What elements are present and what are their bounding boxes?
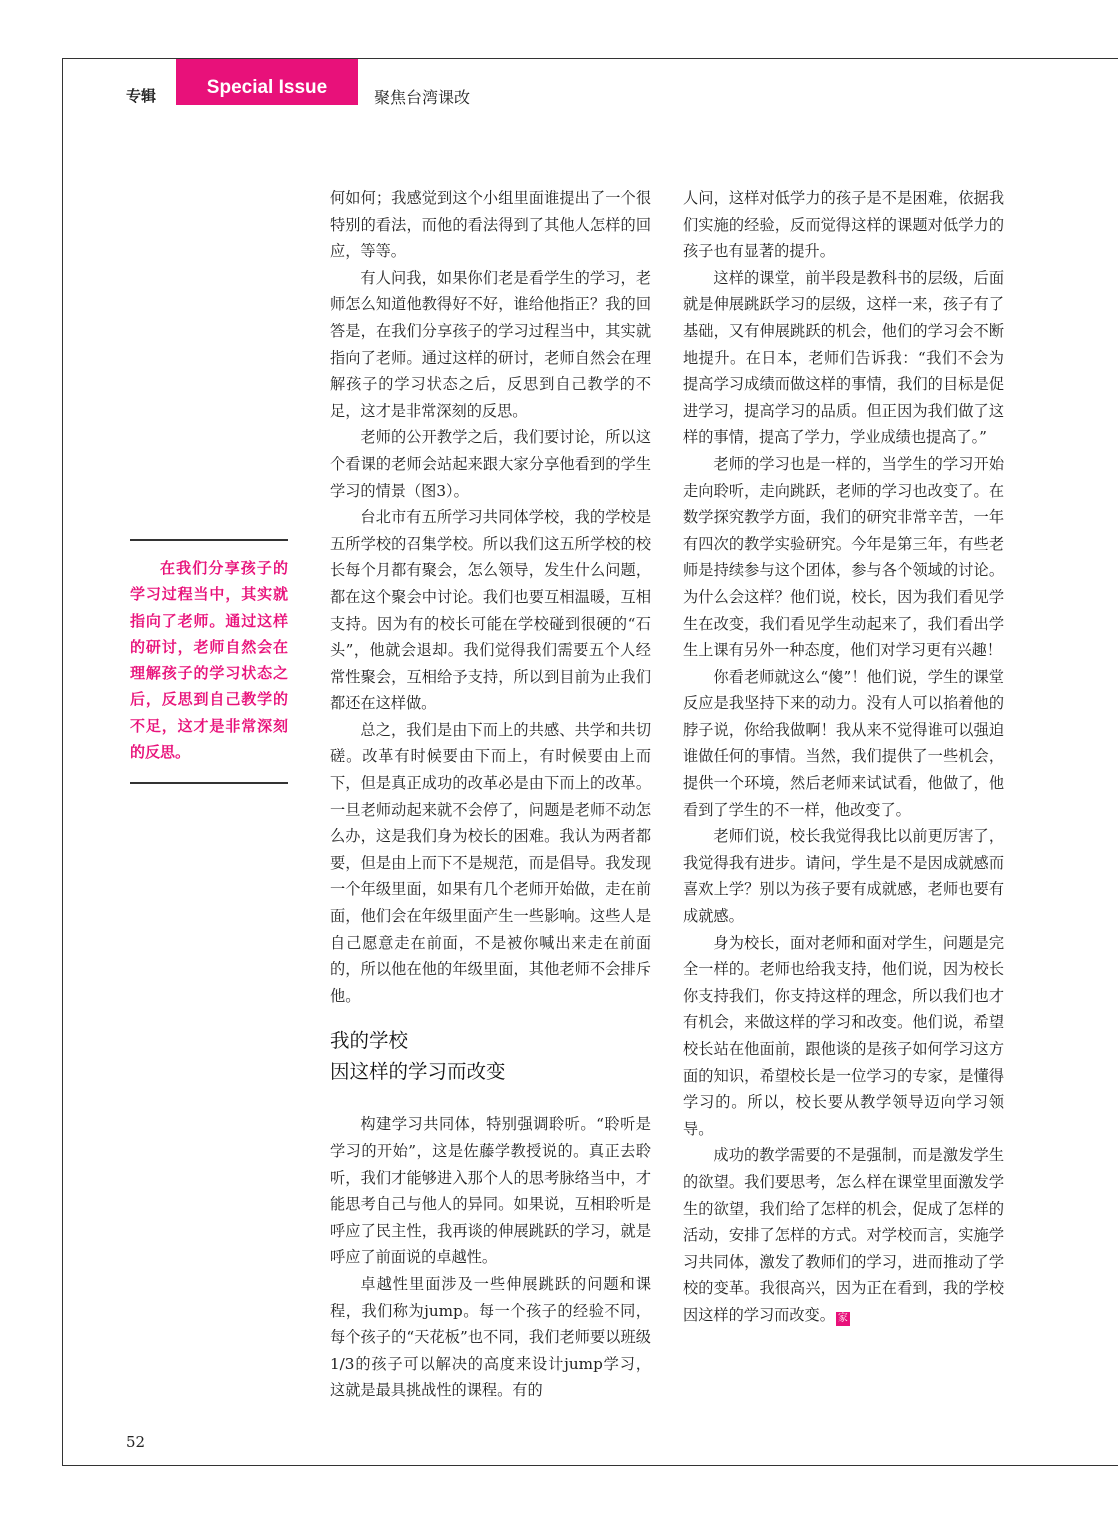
pull-quote: 在我们分享孩子的学习过程当中，其实就指向了老师。通过这样的研讨，老师自然会在理解孩子的学习状态之后，反思到自己教学的不足，这才是非常深刻的反思。 bbox=[130, 559, 288, 762]
paragraph-text: 成功的教学需要的不是强制，而是激发学生的欲望。我们要思考，怎么样在课堂里面激发学生的欲望，我们给了怎样的机会，促成了怎样的活动，安排了怎样的方式。对学校而言，实施学习共同体，激发了教师们的学习，进而推动了学校的变革。我很高兴，因为正在看到，我的学校因这样的学习而改变。 bbox=[683, 1146, 1004, 1324]
paragraph: 身为校长，面对老师和面对学生，问题是完全一样的。老师也给我支持，他们说，因为校长你支持我们，你支持这样的理念，所以我们也才有机会，来做这样的学习和改变。他们说，希望校长站在他面前，跟他谈的是孩子如何学习这方面的知识，希望校长是一位学习的专家，是懂得学习的。所以，校长要从教学领导迈向学习领导。 bbox=[683, 933, 1004, 1138]
section-heading-line1: 我的学校 bbox=[330, 1029, 409, 1053]
section-label: 专辑 bbox=[126, 87, 157, 105]
topic-title: 聚焦台湾课改 bbox=[374, 88, 471, 107]
pull-quote-top-rule bbox=[130, 539, 288, 541]
pull-quote-bottom-rule bbox=[130, 782, 288, 784]
paragraph: 有人问我，如果你们老是看学生的学习，老师怎么知道他教得好不好，谁给他指正？我的回答是，在我们分享孩子的学习过程当中，其实就指向了老师。通过这样的研讨，老师自然会在理解孩子的学习状态之后，反思到自己教学的不足，这才是非常深刻的反思。 bbox=[330, 268, 651, 420]
paragraph: 这样的课堂，前半段是教科书的层级，后面就是伸展跳跃学习的层级，这样一来，孩子有了基础，又有伸展跳跃的机会，他们的学习会不断地提升。在日本，老师们告诉我：“我们不会为提高学习成绩而做这样的事情，我们的目标是促进学习，提高学习的品质。但正因为我们做了这样的事情，提高了学力，学业成绩也提高了。” bbox=[683, 268, 1004, 447]
end-mark-icon: 家 bbox=[837, 1312, 848, 1324]
paragraph bbox=[683, 1142, 1004, 1328]
special-issue-label: Special Issue bbox=[206, 77, 328, 98]
paragraph: 老师的学习也是一样的，当学生的学习开始走向聆听，走向跳跃，老师的学习也改变了。在数学探究教学方面，我们的研究非常辛苦，一年有四次的教学实验研究。今年是第三年，有些老师是持续参与这个团体，参与各个领域的讨论。为什么会这样？他们说，校长，因为我们看见学生在改变，我们看见学生动起来了，我们看出学生上课有另外一种态度，他们对学习更有兴趣！ bbox=[683, 454, 1004, 660]
special-issue-tab bbox=[176, 59, 358, 105]
paragraph: 何如何；我感觉到这个小组里面谁提出了一个很特别的看法，而他的看法得到了其他人怎样的回应，等等。 bbox=[330, 189, 651, 261]
paragraph: 构建学习共同体，特别强调聆听。“聆听是学习的开始”，这是佐藤学教授说的。真正去聆听，我们才能够进入那个人的思考脉络当中，才能思考自己与他人的异同。如果说，互相聆听是呼应了民主性，我再谈的伸展跳跃的学习，就是呼应了前面说的卓越性。 bbox=[330, 1115, 651, 1267]
paragraph: 你看老师就这么“傻”！他们说，学生的课堂反应是我坚持下来的动力。没有人可以掐着他的脖子说，你给我做啊！我从来不觉得谁可以强迫谁做任何的事情。当然，我们提供了一些机会，提供一个环境，然后老师来试试看，他做了，他看到了学生的不一样，他改变了。 bbox=[683, 667, 1004, 819]
paragraph: 总之，我们是由下而上的共感、共学和共切磋。改革有时候要由下而上，有时候要由上而下，但是真正成功的改革必是由下而上的改革。一旦老师动起来就不会停了，问题是老师不动怎么办，这是我们身为校长的困难。我认为两者都要，但是由上而下不是规范，而是倡导。我发现一个年级里面，如果有几个老师开始做，走在前面，他们会在年级里面产生一些影响。这些人是自己愿意走在前面，不是被你喊出来走在前面的，所以他在他的年级里面，其他老师不会排斥他。 bbox=[330, 720, 651, 1005]
text-column-1 bbox=[330, 185, 651, 1404]
text-column-2 bbox=[683, 185, 1004, 1329]
paragraph: 老师们说，校长我觉得我比以前更厉害了，我觉得我有进步。请问，学生是不是因成就感而喜欢上学？别以为孩子要有成就感，老师也要有成就感。 bbox=[683, 827, 1004, 926]
paragraph: 卓越性里面涉及一些伸展跳跃的问题和课程，我们称为jump。每一个孩子的经验不同，每个孩子的“天花板”也不同，我们老师要以班级1/3的孩子可以解决的高度来设计jump学习，这就是最具挑战性的课程。有的 bbox=[330, 1274, 651, 1400]
paragraph: 老师的公开教学之后，我们要讨论，所以这个看课的老师会站起来跟大家分享他看到的学生学习的情景（图3）。 bbox=[330, 428, 651, 500]
section-heading-line2: 因这样的学习而改变 bbox=[330, 1060, 506, 1084]
paragraph: 台北市有五所学习共同体学校，我的学校是五所学校的召集学校。所以我们这五所学校的校长每个月都有聚会，怎么领导，发生什么问题，都在这个聚会中讨论。我们也要互相温暖，互相支持。因为有的校长可能在学校碰到很硬的“石头”，他就会退却。我们觉得我们需要五个人经常性聚会，互相给予支持，所以到目前为止我们都还在这样做。 bbox=[330, 508, 651, 713]
section-heading bbox=[330, 1025, 651, 1087]
page-number: 52 bbox=[126, 1433, 146, 1451]
paragraph: 人问，这样对低学力的孩子是不是困难，依据我们实施的经验，反而觉得这样的课题对低学力的孩子也有显著的提升。 bbox=[683, 189, 1004, 261]
